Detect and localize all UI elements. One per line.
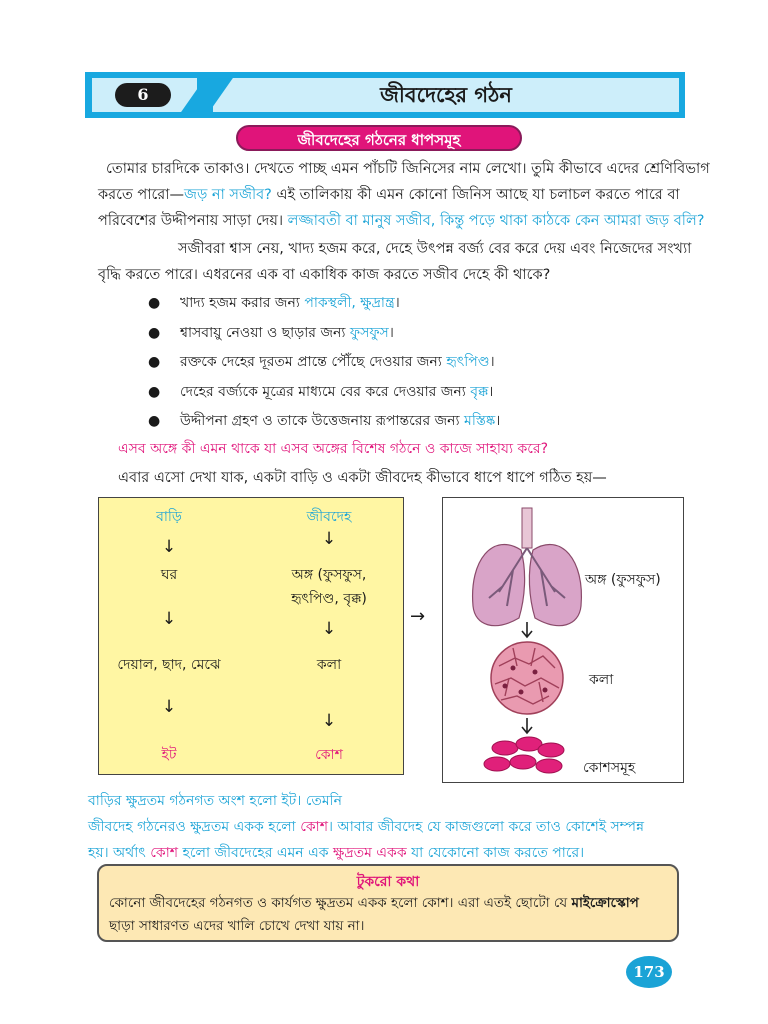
- touch-me-not-question: লজ্জাবতী বা মানুষ সজীব, কিন্তু পড়ে থাকা কাঠকে কেন আমরা জড় বলি?: [287, 213, 705, 229]
- house-body-comparison: [98, 497, 404, 775]
- living-functions-paragraph: [98, 236, 692, 288]
- tissue-illustration: [491, 642, 563, 714]
- bullet-icon: ●: [148, 384, 161, 400]
- chapter-number: 6: [115, 83, 171, 107]
- right-arrow-icon: →: [410, 606, 426, 627]
- lung-illustration: [473, 508, 582, 626]
- comparison-intro: এবার এসো দেখা যাক, একটা বাড়ি ও একটা জীবদেহ কীভাবে ধাপে ধাপে গঠিত হয়—: [118, 470, 607, 486]
- bullet-icon: ●: [148, 325, 161, 341]
- cells-illustration: [484, 737, 564, 773]
- intro-line-1: তোমার চারদিকে তাকাও। দেখতে পাচ্ছ এমন পাঁচটি জিনিসের নাম লেখো। তুমি কীভাবে এদের শ্রেণিবিভাগ: [106, 161, 710, 177]
- body-header: জীবদেহ: [306, 509, 352, 525]
- page-number: 173: [626, 956, 672, 988]
- fact-box-text: কোনো জীবদেহের গঠনগত ও কার্যগত ক্ষুদ্রতম একক হলো কোশ। এরা এতই ছোটো যে মাইক্রোস্কোপ ছাড়া সাধারণত এদের খালি চোখে দেখা যায় না।: [109, 895, 639, 934]
- fact-box-title: টুকরো কথা: [356, 874, 420, 890]
- down-arrow-icon: ↓: [321, 619, 337, 639]
- house-brick: ইট: [161, 747, 177, 763]
- house-room: ঘর: [160, 567, 178, 583]
- down-arrow-icon: ↓: [321, 529, 337, 549]
- fact-box: [97, 864, 679, 942]
- organ-tissue-cell-figure: [442, 497, 684, 783]
- summary-line-2: জীবদেহ গঠনেরও ক্ষুদ্রতম একক হলো কোশ। আবার জীবদেহ যে কাজগুলো করে তাও কোশেই সম্পন্ন: [88, 819, 645, 835]
- intro-paragraph: [98, 156, 710, 234]
- functions-line-1: সজীবরা শ্বাস নেয়, খাদ্য হজম করে, দেহে উৎপন্ন বর্জ্য বের করে দেয় এবং নিজেদের সংখ্যা: [178, 241, 692, 257]
- down-arrow-icon: ↓: [161, 609, 177, 629]
- intro-line-2: করতে পারো—জড় না সজীব? এই তালিকায় কী এমন কোনো জিনিস আছে যা চলাচল করতে পারে বা: [98, 187, 680, 203]
- intro-line-3: পরিবেশের উদ্দীপনায় সাড়া দেয়। লজ্জাবতী বা মানুষ সজীব, কিন্তু পড়ে থাকা কাঠকে কেন আমরা জড় বলি?: [98, 213, 705, 229]
- bullet-icon: ●: [148, 413, 161, 429]
- cells-label: কোশসমূহ: [583, 760, 636, 776]
- down-arrow-icon: ↓: [161, 537, 177, 557]
- body-organ-line-2: হৃৎপিণ্ড, বৃক্ক): [291, 591, 367, 607]
- summary-line-3: হয়। অর্থাৎ কোশ হলো জীবদেহের এমন এক ক্ষুদ্রতম একক যা যেকোনো কাজ করতে পারে।: [88, 845, 585, 861]
- down-arrow-icon: ↓: [161, 697, 177, 717]
- organ-illustration: [443, 498, 683, 782]
- body-cell: কোশ: [315, 747, 343, 763]
- functions-line-2: বৃদ্ধি করতে পারে। এধরনের এক বা একাধিক কাজ করতে সজীব দেহে কী থাকে?: [98, 267, 551, 283]
- bullet-icon: ●: [148, 354, 161, 370]
- section-title: জীবদেহের গঠনের ধাপসমূহ: [236, 125, 522, 151]
- bullet-icon: ●: [148, 295, 161, 311]
- living-nonliving-question: জড় না সজীব?: [184, 187, 272, 203]
- body-organ-line-1: অঙ্গ (ফুসফুস,: [291, 567, 367, 583]
- house-header: বাড়ি: [156, 509, 182, 525]
- summary-line-1: বাড়ির ক্ষুদ্রতম গঠনগত অংশ হলো ইট। তেমনি: [88, 793, 343, 809]
- body-tissue: কলা: [316, 657, 342, 673]
- summary-paragraph: [88, 788, 688, 866]
- organ-question: এসব অঙ্গে কী এমন থাকে যা এসব অঙ্গের বিশেষ গঠনে ও কাজে সাহায্য করে?: [118, 441, 549, 457]
- down-arrow-icon: ↓: [321, 711, 337, 731]
- house-walls: দেয়াল, ছাদ, মেঝে: [117, 657, 221, 673]
- chapter-header: [85, 72, 685, 118]
- organ-label: অঙ্গ (ফুসফুস): [585, 572, 661, 588]
- chapter-title: জীবদেহের গঠন: [380, 83, 512, 107]
- tissue-label: কলা: [589, 672, 614, 688]
